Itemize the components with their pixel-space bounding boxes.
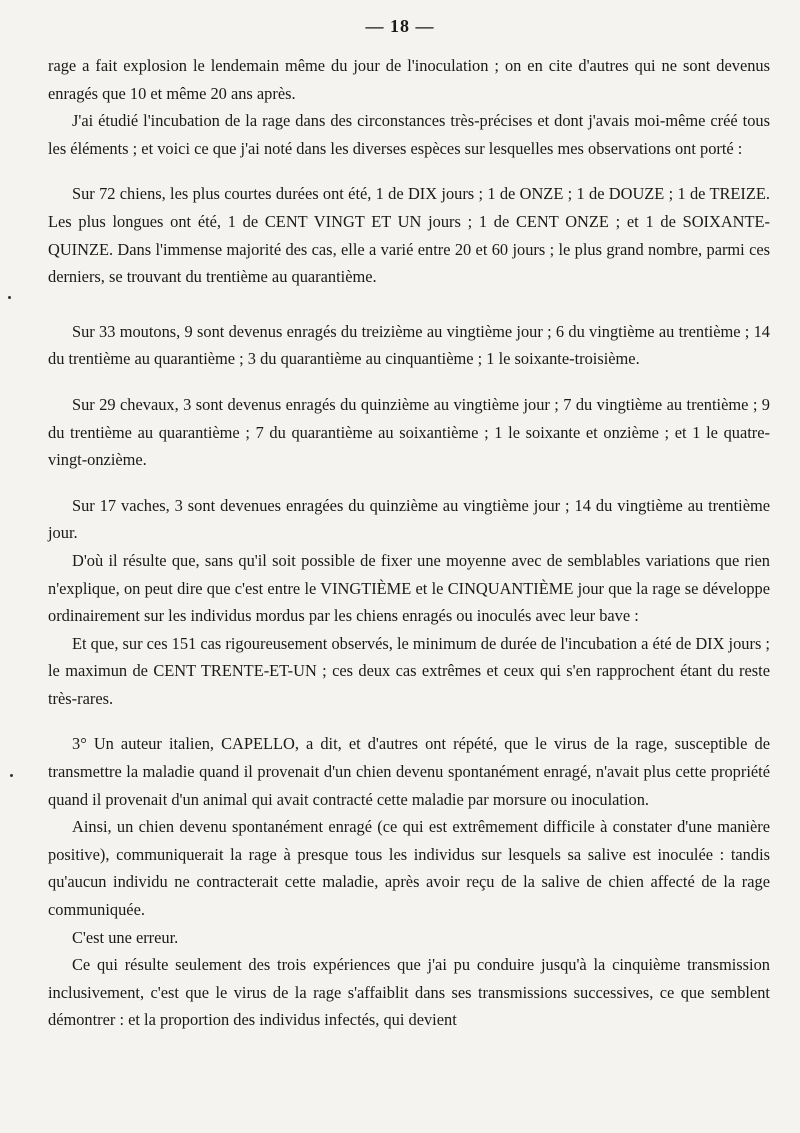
- paragraph: Et que, sur ces 151 cas rigoureusement observés, le minimum de durée de l'incubation a été de DIX jours ; le maximun de CENT TRENTE-ET-UN ; ces deux cas extrêmes et ceux qui s'en rapprochent étant du reste très-rares.: [48, 633, 770, 708]
- paragraph: J'ai étudié l'incubation de la rage dans des circonstances très-précises et dont j'avais moi-même créé tous les éléments ; et voici ce que j'ai noté dans les diverses espèces sur lesquelles mes observations ont porté :: [48, 111, 770, 158]
- paragraph: 3° Un auteur italien, CAPELLO, a dit, et d'autres ont répété, que le virus de la rage, susceptible de transmettre la maladie quand il provenait d'un chien devenu spontanément enragé, n'avait plus cette propriété quand il provenait d'un animal qui avait contracté cette maladie par morsure ou inoculation.: [48, 734, 770, 809]
- paragraph: Sur 33 moutons, 9 sont devenus enragés du treizième au vingtième jour ; 6 du vingtième au trentième ; 14 du trentième au quarantième ; 3 du quarantième au cinquantième ; 1 le soixante-troisième.: [48, 321, 770, 369]
- paragraph: Sur 72 chiens, les plus courtes durées ont été, 1 de DIX jours ; 1 de ONZE ; 1 de DOUZE ; 1 de TREIZE. Les plus longues ont été, 1 de CENT VINGT ET UN jours ; 1 de CENT ONZE ; et 1 de SOIXANTE-QUINZE. Dans l'immense majorité des cas, elle a varié entre 20 et 60 jours ; le plus grand nombre, parmi ces derniers, se trouvant du trentième au quarantième.: [48, 184, 770, 287]
- paragraph: Sur 29 chevaux, 3 sont devenus enragés du quinzième au vingtième jour ; 7 du vingtième au trentième ; 9 du trentième au quarantième ; 7 du quarantième au soixantième ; 1 le soixante et onzième ; et 1 le quatre-vingt-onzième.: [48, 394, 770, 470]
- paragraph: D'où il résulte que, sans qu'il soit possible de fixer une moyenne avec de semblables variations que rien n'explique, on peut dire que c'est entre le VINGTIÈME et le CINQUANTIÈME jour que la rage se développe ordinairement sur les individus mordus par les chiens enragés ou inoculés avec leur bave :: [48, 550, 770, 626]
- margin-speck: [10, 774, 13, 777]
- paragraph: rage a fait explosion le lendemain même du jour de l'inoculation ; on en cite d'autres qui ne sont devenus enragés que 10 et même 20 ans après.: [48, 56, 770, 103]
- paragraph: Sur 17 vaches, 3 sont devenues enragées du quinzième au vingtième jour ; 14 du vingtième au trentième jour.: [48, 495, 770, 543]
- paragraph: C'est une erreur.: [72, 927, 179, 947]
- paragraph: Ainsi, un chien devenu spontanément enragé (ce qui est extrêmement difficile à constater d'une manière positive), communiquerait la rage à presque tous les individus sur lesquels sa salive est inoculée : tandis qu'aucun individu ne contracterait cette maladie, après avoir reçu de la salive de chien affecté de la rage communiquée.: [48, 817, 770, 920]
- paragraph: Ce qui résulte seulement des trois expériences que j'ai pu conduire jusqu'à la cinquième transmission inclusivement, c'est que le virus de la rage s'affaiblit dans ses transmissions successives, ce que semblent démontrer : et la proportion des individus infectés, qui devient: [48, 955, 770, 1030]
- page-number: — 18 —: [365, 16, 435, 36]
- margin-speck: [8, 296, 11, 299]
- body-text: [48, 52, 770, 1034]
